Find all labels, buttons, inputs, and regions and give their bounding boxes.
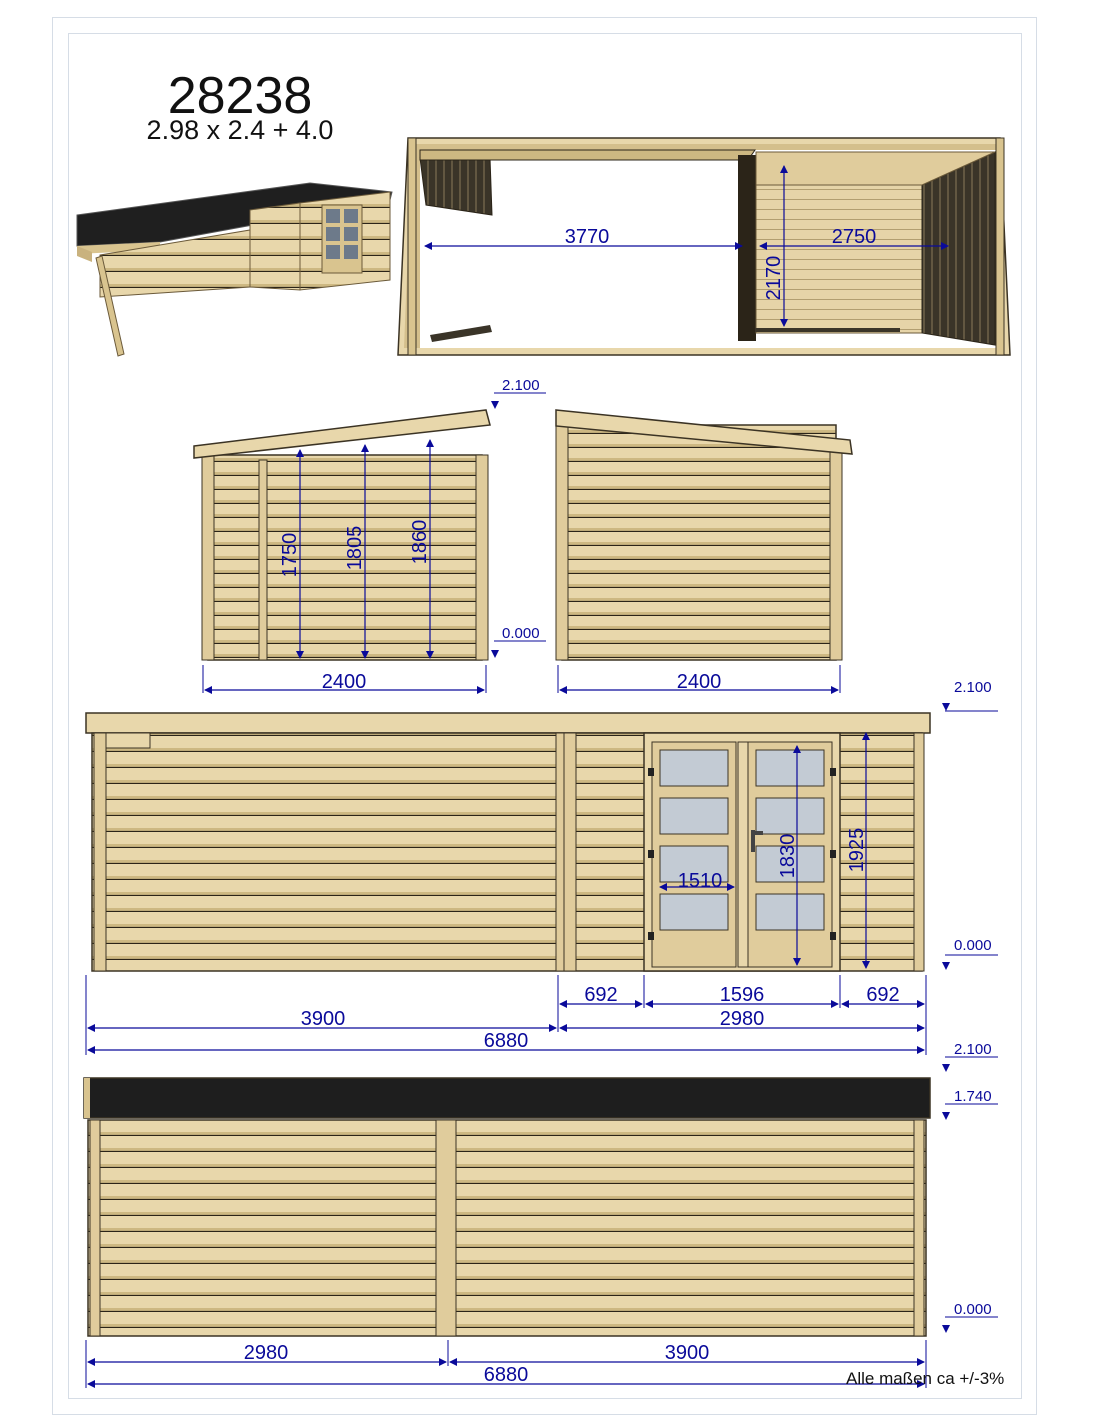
dim-depth: 2170	[763, 255, 785, 301]
dim-back-seg-1: 2980	[243, 1342, 289, 1364]
dim-front-open-bay: 3900	[300, 1008, 346, 1030]
front-roof	[86, 713, 930, 733]
front-view	[86, 679, 998, 1055]
level-back-roof: 1.740	[954, 1088, 992, 1105]
dim-back-total: 6880	[483, 1364, 529, 1386]
front-double-door	[644, 733, 840, 971]
level-side-top: 2.100	[502, 377, 540, 394]
dim-back-seg-2: 3900	[664, 1342, 710, 1364]
back-roof	[84, 1078, 930, 1118]
floor-plan	[398, 138, 1010, 355]
back-view	[84, 1041, 998, 1388]
dim-left-room: 3770	[564, 226, 610, 248]
side-right-wall	[562, 425, 836, 660]
dim-side-right-width: 2400	[676, 671, 722, 693]
size-label: 2.98 x 2.4 + 4.0	[146, 115, 334, 145]
side-left-roof	[194, 410, 490, 458]
level-side-bottom: 0.000	[502, 625, 540, 642]
dim-door-height: 1830	[777, 833, 799, 879]
dim-height-1: 1750	[279, 532, 301, 578]
back-wall	[88, 1120, 926, 1336]
level-back-top: 2.100	[954, 1041, 992, 1058]
tolerance-note: Alle maßen ca +/-3%	[846, 1369, 1005, 1388]
dim-right-room: 2750	[831, 226, 877, 248]
dim-front-seg-3: 692	[866, 984, 900, 1006]
dim-front-total: 6880	[483, 1030, 529, 1052]
level-front-top: 2.100	[954, 679, 992, 696]
cabin-back-wall	[922, 152, 995, 345]
side-view-left	[194, 410, 490, 693]
partition-wall	[738, 155, 756, 341]
dim-front-cabin: 2980	[719, 1008, 765, 1030]
dim-height-2: 1805	[344, 525, 366, 571]
dim-front-seg-2: 1596	[719, 984, 765, 1006]
model-number: 28238	[167, 67, 313, 125]
dim-door-width: 1510	[677, 870, 723, 892]
dim-side-left-width: 2400	[321, 671, 367, 693]
perspective-view	[77, 183, 392, 356]
level-front-bottom: 0.000	[954, 937, 992, 954]
level-back-bottom: 0.000	[954, 1301, 992, 1318]
dim-height-3: 1860	[409, 519, 431, 565]
side-level-markers	[491, 377, 546, 658]
dim-front-seg-1: 692	[584, 984, 618, 1006]
dim-wall-height: 1925	[846, 827, 868, 873]
side-view-right	[556, 410, 852, 693]
